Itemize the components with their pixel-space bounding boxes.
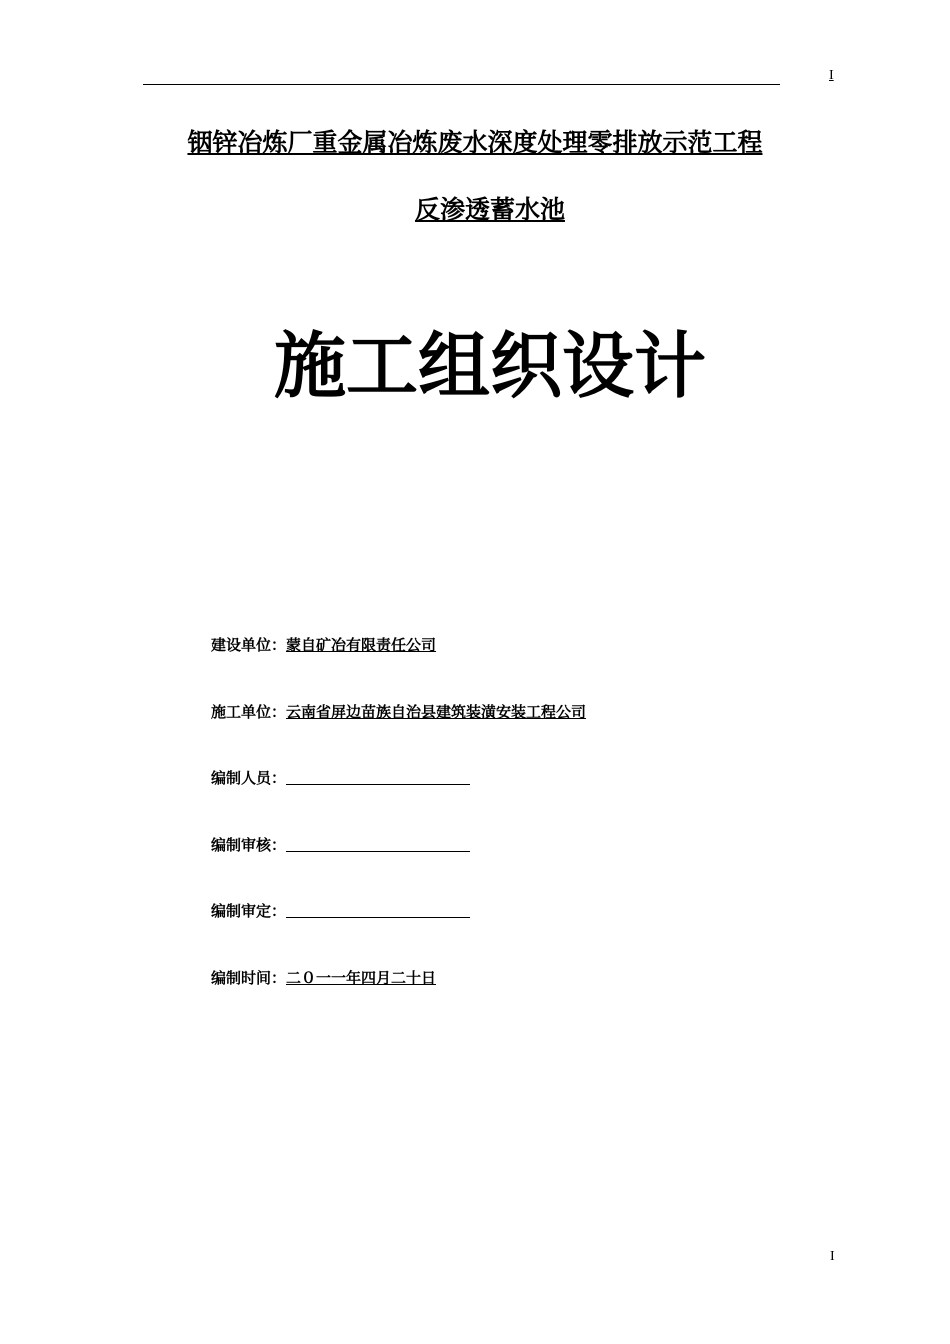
header-page-number: I — [829, 68, 834, 83]
document-title-line1: 铟锌冶炼厂重金属冶炼废水深度处理零排放示范工程 — [187, 128, 763, 157]
compiler-row — [211, 767, 470, 791]
reviewer-row — [211, 834, 470, 858]
date-row — [211, 967, 436, 991]
compiler-label: 编制人员： — [211, 769, 287, 787]
reviewer-blank-line — [286, 835, 470, 852]
reviewer-label: 编制审核： — [211, 836, 287, 854]
compiler-blank-line — [286, 768, 470, 785]
client-row — [211, 634, 436, 658]
approver-row — [211, 900, 470, 924]
date-label: 编制时间： — [211, 969, 287, 987]
footer-page-number: I — [830, 1249, 835, 1264]
contractor-label: 施工单位： — [211, 703, 287, 721]
date-value: 二０一一年四月二十日 — [286, 969, 437, 987]
approver-label: 编制审定： — [211, 902, 287, 920]
main-heading: 施工组织设计 — [273, 324, 706, 408]
header-rule — [143, 84, 780, 85]
client-value: 蒙自矿冶有限责任公司 — [286, 636, 437, 654]
contractor-value: 云南省屏边苗族自治县建筑装潢安装工程公司 — [286, 703, 587, 721]
document-title-line2: 反渗透蓄水池 — [414, 195, 565, 224]
contractor-row — [211, 701, 586, 725]
approver-blank-line — [286, 901, 470, 918]
client-label: 建设单位： — [211, 636, 287, 654]
